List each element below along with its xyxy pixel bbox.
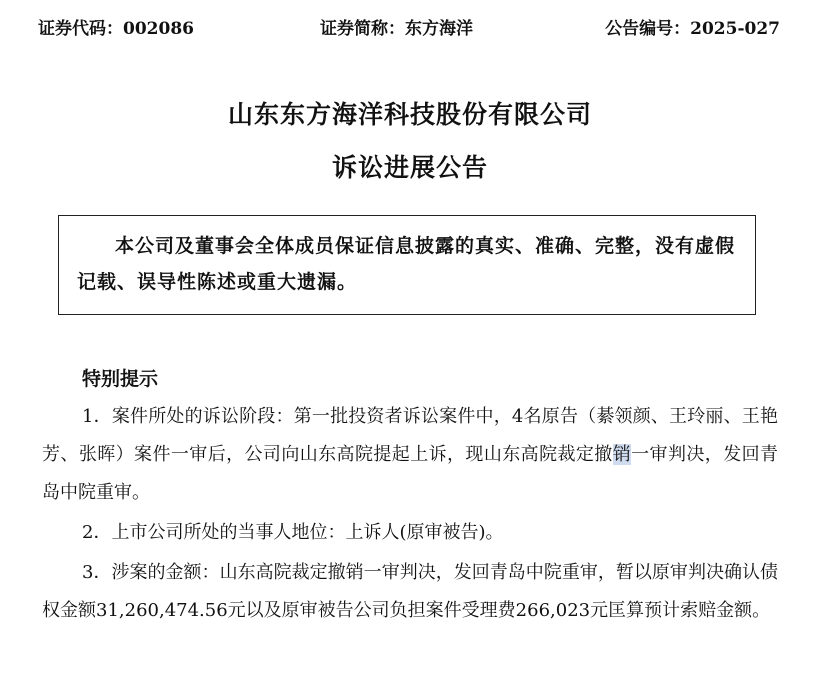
document-title: 诉讼进展公告: [331, 153, 488, 182]
item-1-text-end: 一审判决，发回青岛中院重审。: [42, 444, 779, 503]
item-1-text-start: 1．案件所处的诉讼阶段：第一批投资者诉讼案件中，4名原告（綦领颜、王玲丽、王艳芳、张晖）案件一审后，公司向山东高院提起上诉，现山东高院裁定撤: [42, 406, 778, 465]
announcement-header: [38, 14, 780, 44]
announcement-number: 公告编号：2025-027: [605, 19, 780, 39]
company-name: 山东东方海洋科技股份有限公司: [227, 100, 592, 129]
stock-code: 证券代码：002086: [38, 19, 194, 39]
selected-text-highlight[interactable]: 销: [612, 444, 632, 465]
disclosure-notice-box: 本公司及董事会全体成员保证信息披露的真实、准确、完整，没有虚假记载、误导性陈述或重大遗漏。: [58, 215, 756, 315]
stock-short-name: 证券简称：东方海洋: [320, 19, 473, 39]
item-1-paragraph: [42, 398, 778, 512]
item-2-paragraph: 2．上市公司所处的当事人地位：上诉人(原审被告)。: [82, 522, 504, 543]
item-3-paragraph: 3．涉案的金额：山东高院裁定撤销一审判决，发回青岛中院重审，暂以原审判决确认债权金额31,260,474.56元以及原审被告公司负担案件受理费266,023元匡算预计索赔金额。: [42, 562, 778, 621]
special-notice-heading: 特别提示: [82, 368, 159, 390]
